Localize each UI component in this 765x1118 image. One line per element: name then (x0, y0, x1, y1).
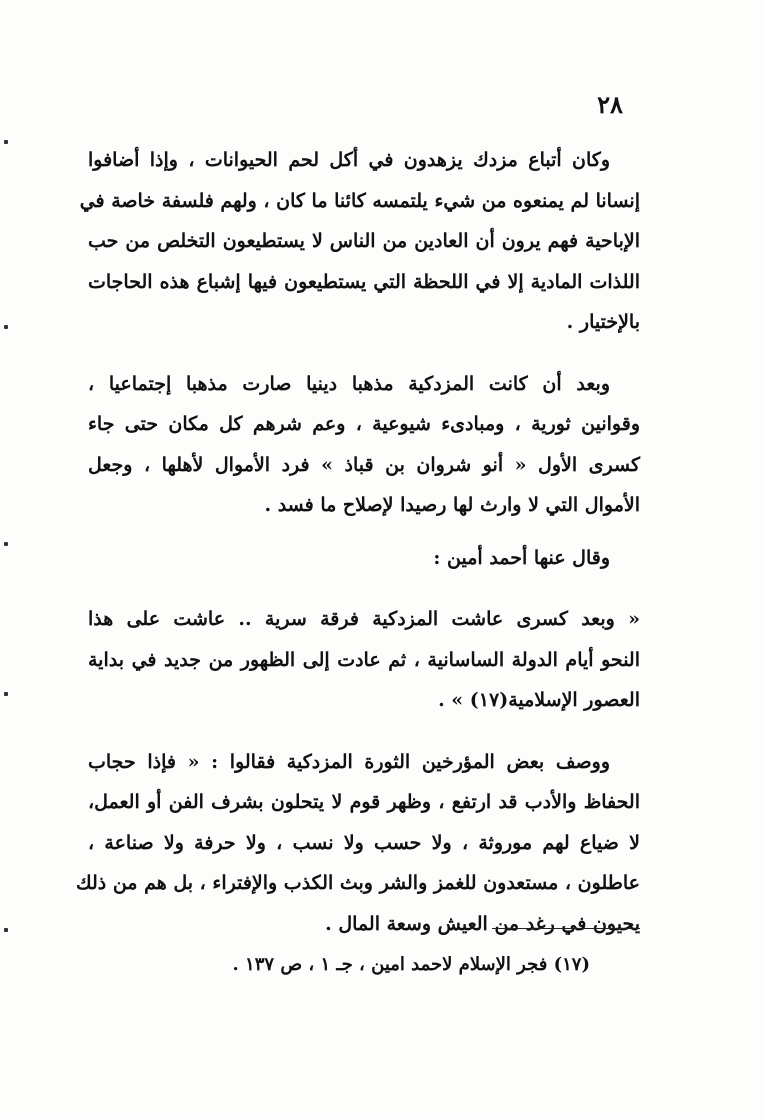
footnote: (١٧) فجر الإسلام لاحمد امين ، جـ ١ ، ص ١٣٧ . (232, 954, 590, 975)
quote-paragraph (88, 599, 640, 721)
text-line: وبعد أن كانت المزدكية مذهبا دينيا صارت مذهبا إجتماعيا ، (88, 372, 610, 395)
page-number: ٢٨ (597, 90, 623, 119)
text-line: وقال عنها أحمد أمين : (433, 546, 610, 569)
scan-speck (4, 928, 8, 932)
text-line: الإباحية فهم يرون أن العادين من الناس لا يستطيعون التخلص من حب (88, 230, 640, 252)
text-line: لا ضياع لهم موروثة ، ولا حسب ولا نسب ، ولا حرفة ولا صناعة ، (88, 831, 640, 854)
text-line: بالإختيار . (566, 311, 640, 333)
text-line: إنسانا لم يمنعوه من شيء يلتمسه كائنا ما كان ، ولهم فلسفة خاصة في (79, 189, 640, 212)
text-line: « وبعد كسرى عاشت المزدكية فرقة سرية .. عاشت على هذا (88, 608, 640, 630)
scan-speck (4, 140, 8, 144)
paragraph-1 (79, 140, 640, 343)
scan-speck (4, 325, 8, 329)
text-line: اللذات المادية إلا في اللحظة التي يستطيعون فيها إشباع هذه الحاجات (88, 270, 640, 293)
text-line: العصور الإسلامية(١٧) » . (438, 689, 640, 711)
text-line: عاطلون ، مستعدون للغمز والشر وبث الكذب والإفتراء ، بل هم من ذلك (75, 872, 640, 894)
text-line: الحفاظ والأدب قد ارتفع ، وظهر قوم لا يتحلون بشرف الفن أو العمل، (88, 791, 640, 813)
paragraph-2 (88, 364, 640, 526)
text-line: ووصف بعض المؤرخين الثورة المزدكية فقالوا : « فإذا حجاب (88, 750, 610, 773)
text-line: وكان أتباع مزدك يزهدون في أكل لحم الحيوانات ، وإذا أضافوا (88, 149, 610, 171)
text-line: وقوانين ثورية ، ومبادىء شيوعية ، وعم شرهم كل مكان حتى جاء (88, 413, 640, 435)
text-line: يحيون في رغد من العيش وسعة المال . (325, 912, 640, 935)
scan-speck (4, 542, 8, 546)
paragraph-3 (88, 538, 640, 579)
text-line: النحو أيام الدولة الساسانية ، ثم عادت إلى الظهور من جديد في بداية (88, 648, 640, 671)
paragraph-5 (75, 742, 640, 945)
body-text (75, 140, 640, 944)
text-line: الأموال التي لا وارث لها رصيدا لإصلاح ما فسد . (264, 494, 640, 516)
scan-speck (4, 692, 8, 696)
footnote-divider (492, 928, 640, 929)
text-line: كسرى الأول « أنو شروان بن قباذ » فرد الأموال لأهلها ، وجعل (88, 453, 640, 476)
